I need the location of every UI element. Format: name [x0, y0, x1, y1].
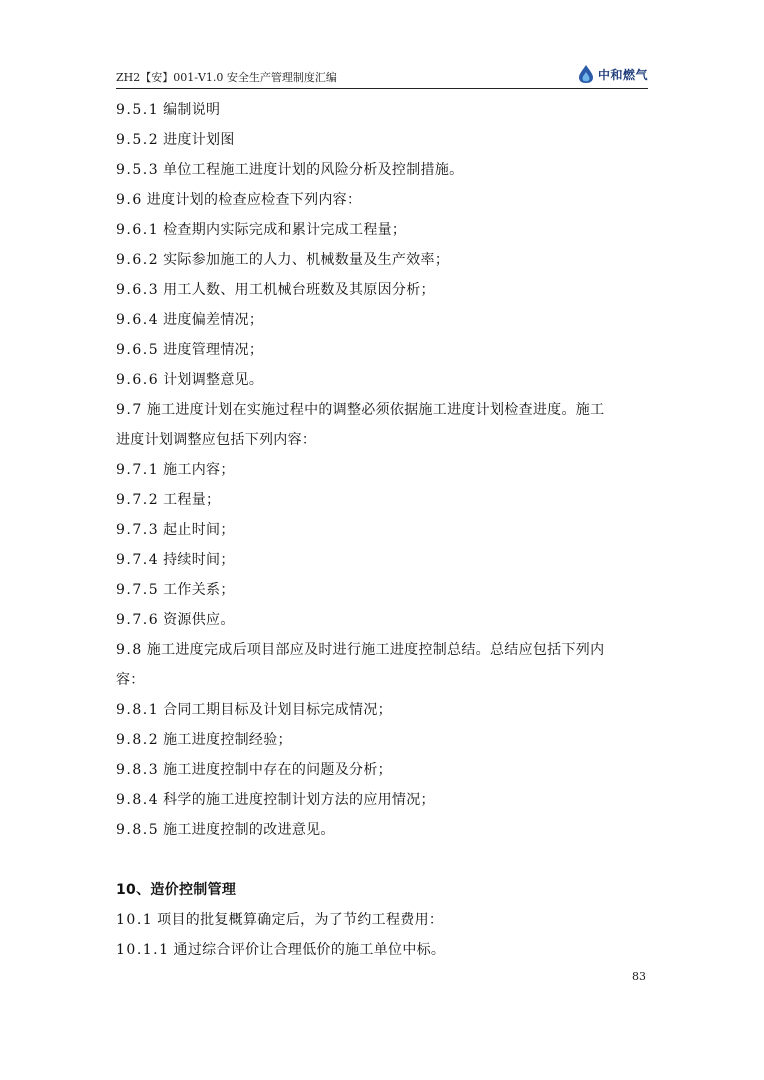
item-number: 9.7.1	[116, 462, 160, 478]
list-item	[116, 905, 656, 935]
item-text: 项目的批复概算确定后，为了节约工程费用：	[157, 912, 444, 928]
item-number: 9.8.5	[116, 822, 160, 838]
item-text: 合同工期目标及计划目标完成情况；	[163, 702, 392, 718]
item-number: 10.1.1	[116, 942, 170, 958]
list-item	[116, 605, 656, 635]
item-text: 进度计划调整应包括下列内容：	[116, 432, 317, 448]
item-text: 计划调整意见。	[163, 372, 264, 388]
list-item	[116, 185, 656, 215]
item-number: 9.8.1	[116, 702, 160, 718]
logo-text: 中和燃气	[597, 67, 648, 82]
item-number: 9.8.3	[116, 762, 160, 778]
list-item	[116, 365, 656, 395]
item-text: 工程量；	[163, 492, 221, 508]
item-number: 9.7	[116, 402, 143, 418]
list-item	[116, 245, 656, 275]
item-number: 9.6.1	[116, 222, 160, 238]
list-item	[116, 515, 656, 545]
item-number: 9.6.6	[116, 372, 160, 388]
item-number: 9.8.4	[116, 792, 160, 808]
flame-drop-icon	[577, 64, 595, 84]
list-item	[116, 275, 656, 305]
page-number: 83	[632, 970, 646, 983]
item-text: 资源供应。	[163, 612, 235, 628]
list-item	[116, 335, 656, 365]
item-number: 9.7.4	[116, 552, 160, 568]
item-text: 实际参加施工的人力、机械数量及生产效率；	[163, 252, 450, 268]
item-number: 9.5.3	[116, 162, 160, 178]
item-number: 9.7.2	[116, 492, 160, 508]
list-item	[116, 395, 656, 425]
item-number: 9.7.5	[116, 582, 160, 598]
list-item	[116, 215, 656, 245]
item-number: 9.6.4	[116, 312, 160, 328]
document-body	[116, 95, 656, 965]
section-spacer	[116, 845, 656, 875]
item-number: 9.8.2	[116, 732, 160, 748]
item-number: 9.8	[116, 642, 143, 658]
list-item	[116, 785, 656, 815]
item-text: 用工人数、用工机械台班数及其原因分析；	[163, 282, 435, 298]
item-text: 施工进度控制中存在的问题及分析；	[163, 762, 392, 778]
item-text: 施工进度完成后项目部应及时进行施工进度控制总结。总结应包括下列内	[146, 642, 605, 658]
item-number: 9.6.2	[116, 252, 160, 268]
item-text: 进度偏差情况；	[163, 312, 264, 328]
list-item	[116, 125, 656, 155]
list-item	[116, 695, 656, 725]
list-item	[116, 635, 656, 665]
item-number: 9.5.1	[116, 102, 160, 118]
list-item	[116, 815, 656, 845]
item-text: 施工进度计划在实施过程中的调整必须依据施工进度计划检查进度。施工	[146, 402, 605, 418]
item-text: 容：	[116, 672, 145, 688]
company-logo	[577, 63, 648, 85]
item-text: 编制说明	[163, 102, 221, 118]
list-item	[116, 725, 656, 755]
item-text: 持续时间；	[163, 552, 235, 568]
item-text: 通过综合评价让合理低价的施工单位中标。	[173, 942, 446, 958]
item-number: 9.5.2	[116, 132, 160, 148]
item-text: 进度管理情况；	[163, 342, 264, 358]
list-item	[116, 95, 656, 125]
list-item	[116, 755, 656, 785]
list-item-continuation	[116, 665, 656, 695]
page-header	[116, 60, 648, 89]
item-text: 科学的施工进度控制计划方法的应用情况；	[163, 792, 435, 808]
header-title: ZH2【安】001-V1.0 安全生产管理制度汇编	[116, 71, 337, 84]
list-item	[116, 935, 656, 965]
list-item	[116, 305, 656, 335]
item-text: 工作关系；	[163, 582, 235, 598]
section-heading: 10、造价控制管理	[116, 882, 237, 898]
list-item	[116, 155, 656, 185]
list-item	[116, 485, 656, 515]
item-text: 施工进度控制的改进意见。	[163, 822, 335, 838]
item-text: 单位工程施工进度计划的风险分析及控制措施。	[163, 162, 464, 178]
item-text: 进度计划图	[163, 132, 235, 148]
item-text: 施工内容；	[163, 462, 235, 478]
list-item	[116, 575, 656, 605]
item-number: 9.7.6	[116, 612, 160, 628]
item-number: 9.6.3	[116, 282, 160, 298]
item-text: 起止时间；	[163, 522, 235, 538]
item-text: 施工进度控制经验；	[163, 732, 292, 748]
item-number: 9.7.3	[116, 522, 160, 538]
list-item	[116, 545, 656, 575]
list-item-continuation	[116, 425, 656, 455]
item-number: 9.6	[116, 192, 143, 208]
item-number: 10.1	[116, 912, 154, 928]
item-text: 进度计划的检查应检查下列内容：	[146, 192, 362, 208]
list-item	[116, 455, 656, 485]
item-number: 9.6.5	[116, 342, 160, 358]
item-text: 检查期内实际完成和累计完成工程量；	[163, 222, 407, 238]
